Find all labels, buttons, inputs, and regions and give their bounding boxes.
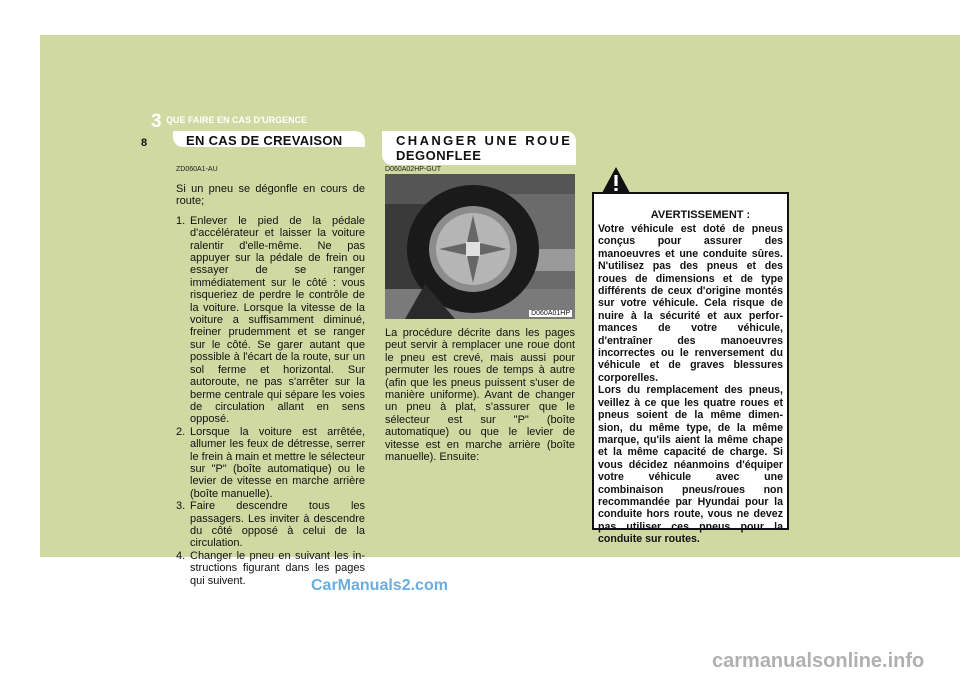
section2-ref-code: D060A02HP-GUT <box>385 166 442 173</box>
warning-triangle-icon <box>601 166 631 194</box>
chapter-number: 3 <box>151 111 162 132</box>
section2-body: La procédure décrite dans les pages peut servir à remplacer une roue dont le pneu est crevé, mais aussi pour permuter les roues de temps à autre (afin que les pneus puissent s'user de manière uniforme). Avant de changer un pneu à plat, s'assurer que le sélecteur est sur "P" (boîte automatique) ou que le levier de vitesse est en marche arrière (boîte manuelle). Ensuite: <box>385 327 575 464</box>
section1-body <box>176 183 365 587</box>
wheel-illustration <box>385 174 575 319</box>
section1-ref-code: ZD060A1-AU <box>176 166 218 173</box>
warning-title: AVERTISSEMENT : <box>650 209 751 221</box>
chapter-title: QUE FAIRE EN CAS D'URGENCE <box>166 115 308 125</box>
warning-paragraph-2: Lors du remplacement des pneus, veillez à ce que les quatre roues et pneus soient de la même dimen-sion, du même type, de la même marque, qu'ils aient la même chape et la même capacité de charge. Si vous décidez néanmoins d'équiper votre véhicule avec une combinaison pneus/roues non recommandée par Hyundai pour la conduite hors route, vous ne devez pas utiliser ces pneus pour la conduite sur routes. <box>598 384 783 546</box>
photo-ref-code: D060A01HP <box>531 310 570 317</box>
section-heading-line1: CHANGER UNE ROUE <box>396 133 573 148</box>
list-item: 1. Enlever le pied de la pédale d'accélérateur et laisser la voiture ralentir d'elle-même. Ne pas appuyer sur la pédale de frein ou essayer de se ranger immédiatement sur le côté : vous risqueriez de perdre le contrôle de la voiture. Lorsque la vitesse de la voiture a suffisamment diminué, freiner prudemment et se ranger sur le côté. Se garer autant que possible à l'écart de la route, sur un sol ferme et horizontal. Sur autoroute, ne pas s'arrêter sur la berme centrale qui sépare les voies de circulation allant en sens opposé. <box>176 214 365 426</box>
list-item: 4. Changer le pneu en suivant les in-structions figurant dans les pages qui suivent. <box>176 549 365 587</box>
wheel-photo <box>385 174 575 319</box>
section-heading-line2: DEGONFLEE <box>396 148 482 163</box>
watermark-link[interactable]: CarManuals2.com <box>311 577 448 594</box>
section-heading-flat-tire: EN CAS DE CREVAISON <box>173 131 365 147</box>
steps-list <box>176 215 365 587</box>
warning-paragraph-1: Votre véhicule est doté de pneus conçus pour assurer des manoeuvres et une conduite sûres. N'utilisez pas des pneus et des roues de dimensions et de type différents de ceux d'origine montés sur votre véhicule. Cela risque de nuire à la sécurité et aux perfor-mances de votre véhicule, d'entraîner des manoeuvres incorrectes ou le renversement du véhicule et de graves blessures corporelles. <box>598 223 783 384</box>
page-number: 8 <box>141 137 148 149</box>
section-heading-change-wheel <box>382 131 576 165</box>
list-item: 2. Lorsque la voiture est arrêtée, allumer les feux de détresse, serrer le frein à main et mettre le sélecteur sur "P" (boîte automatique) ou le levier de vitesse en marche arrière (boîte manuelle). <box>176 425 365 500</box>
warning-body <box>598 223 783 546</box>
watermark-footer: carmanualsonline.info <box>712 650 925 672</box>
warning-box <box>592 192 789 546</box>
section1-intro: Si un pneu se dégonfle en cours de route; <box>176 183 365 208</box>
list-item: 3. Faire descendre tous les passagers. Les inviter à descendre du côté opposé à celui de la circulation. <box>176 500 365 550</box>
